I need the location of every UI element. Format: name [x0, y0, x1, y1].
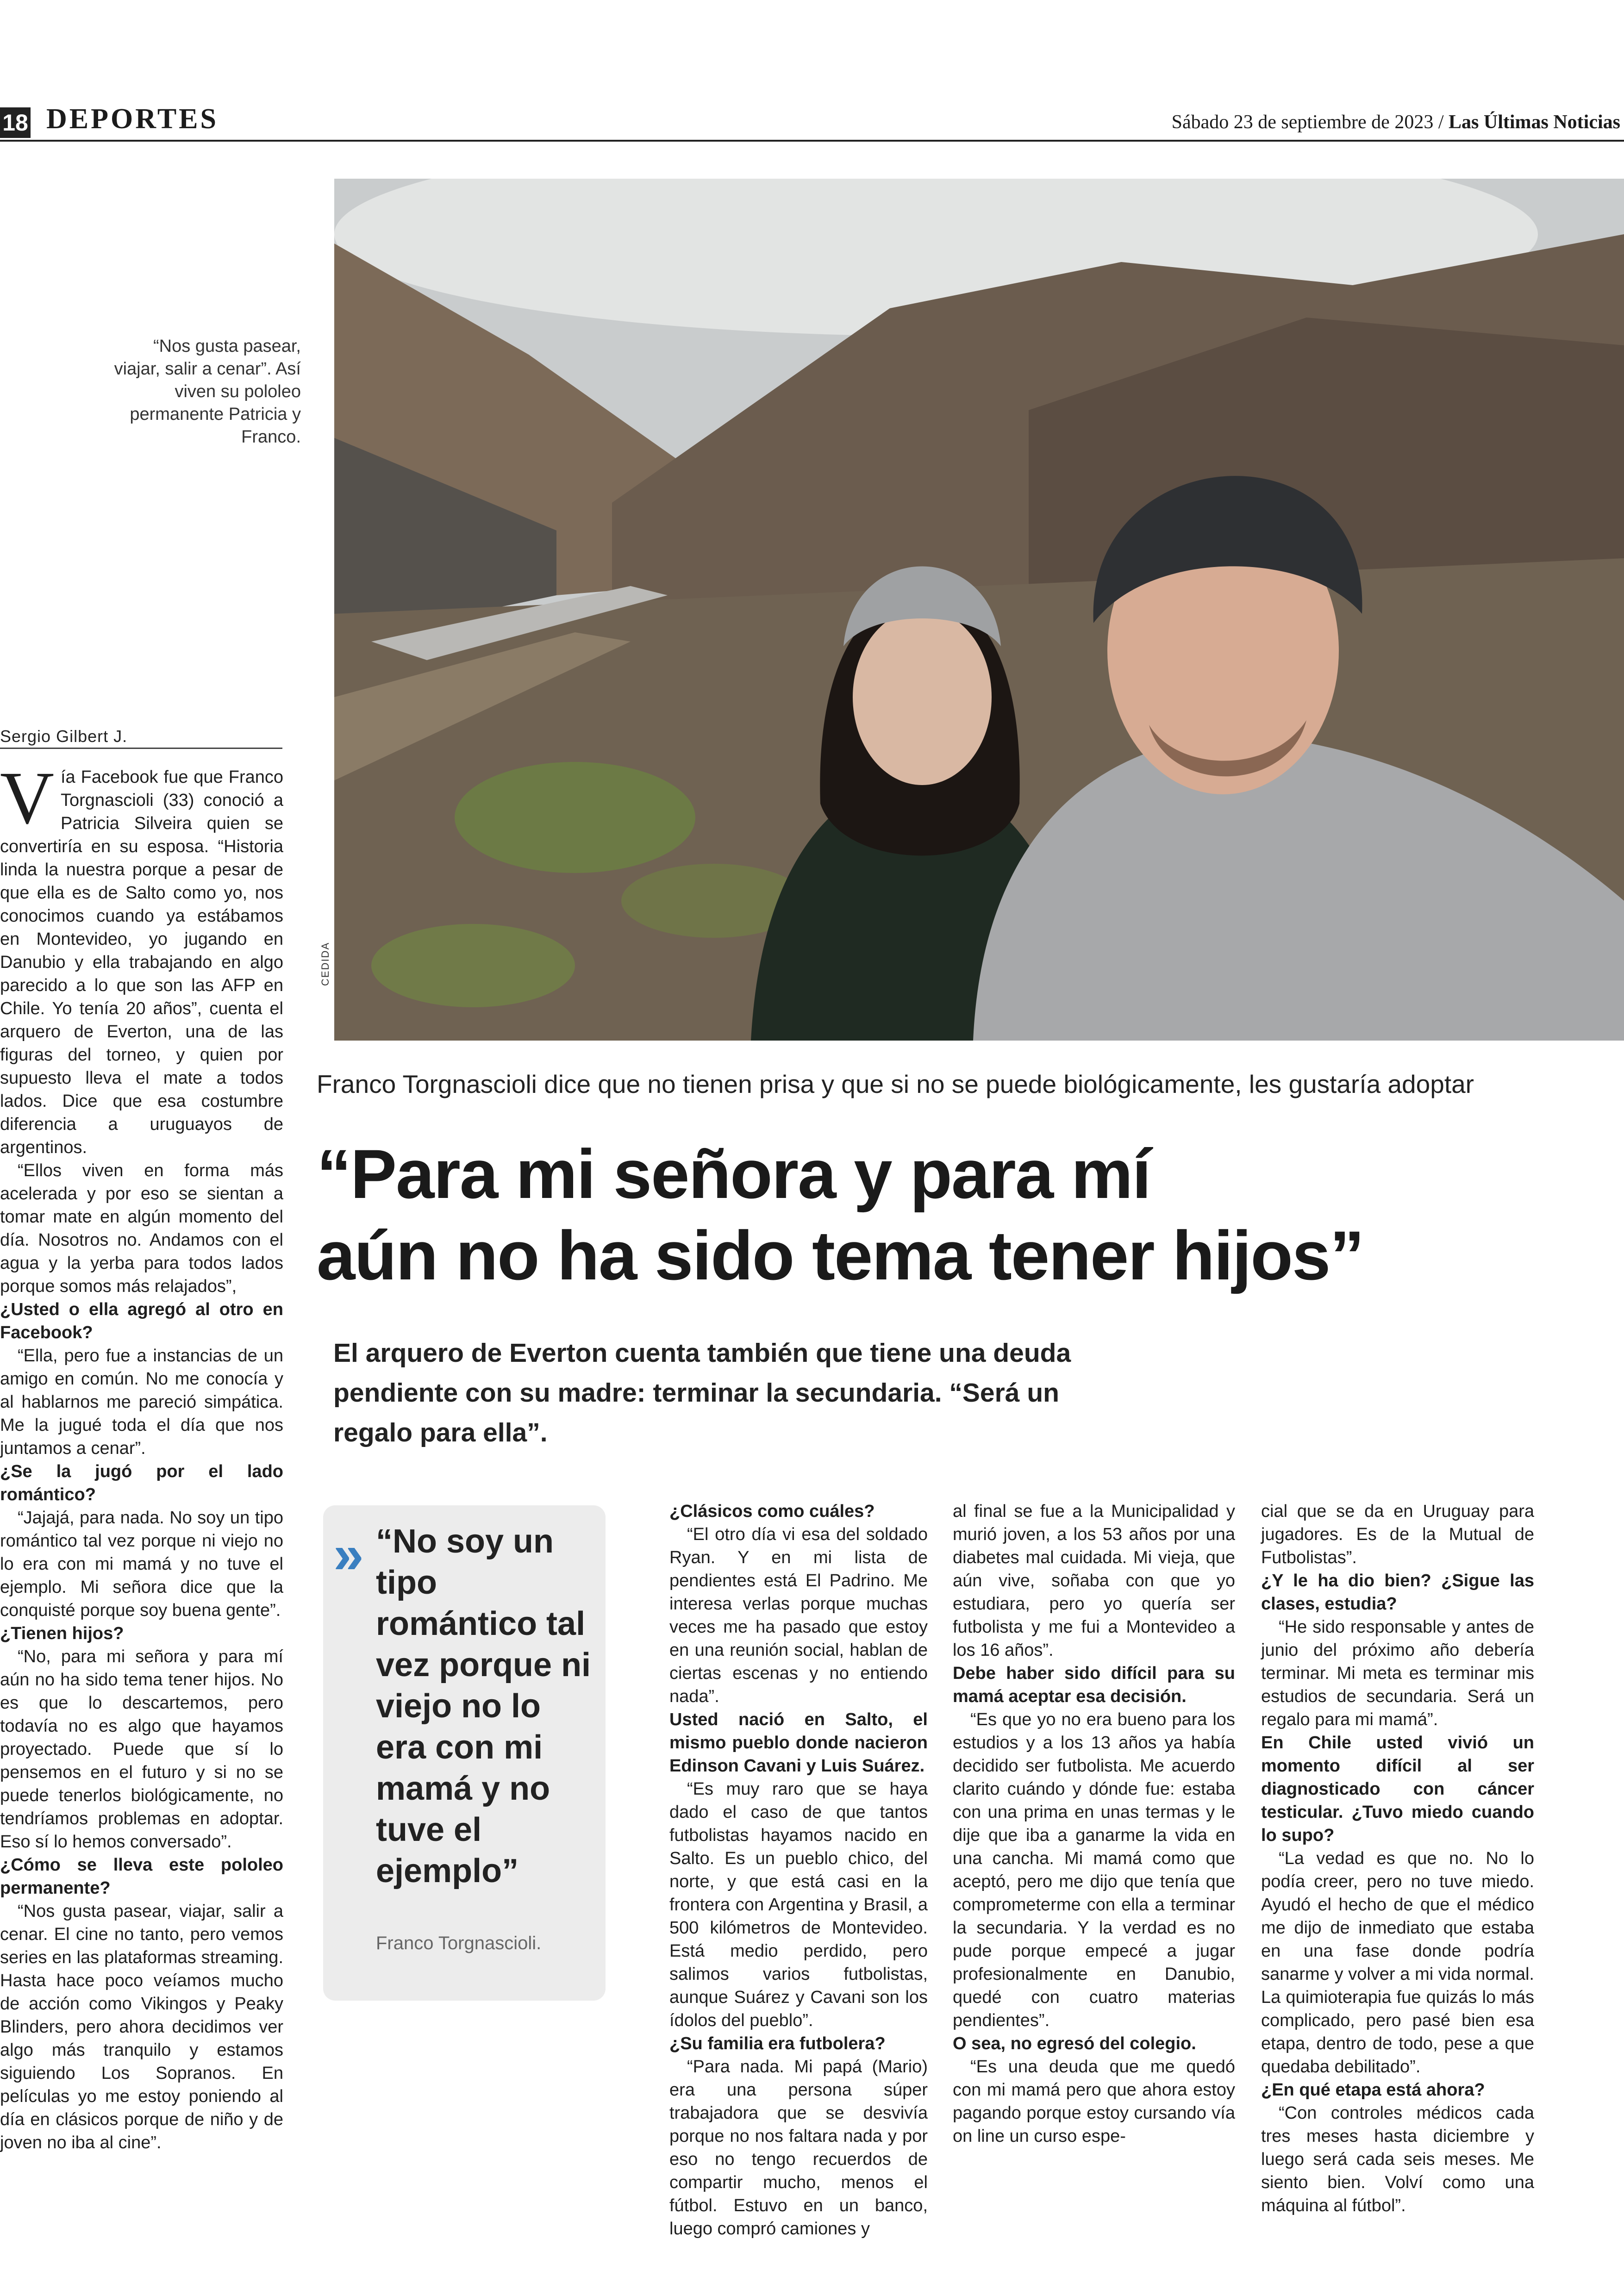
- paragraph: cial que se da en Uruguay para jugadores. Es de la Mutual de Futbolistas”.: [1261, 1502, 1534, 1567]
- article-column-2: [669, 1500, 928, 2240]
- header-date: [1172, 111, 1620, 133]
- quote-chevron-icon: »: [333, 1524, 355, 1585]
- question: Debe haber sido difícil para su mamá aceptar esa decisión.: [953, 1664, 1235, 1706]
- answer: “Ella, pero fue a instancias de un amigo en común. No me conocía y al hablarnos me pareció simpática. Me la jugué toda el día que nos juntamos a cenar”.: [0, 1346, 283, 1458]
- answer: “Es una deuda que me quedó con mi mamá pero que ahora estoy pagando porque estoy cursando vía on line un curso espe-: [953, 2057, 1235, 2146]
- byline-divider: [0, 748, 282, 749]
- deck: El arquero de Everton cuenta también que tiene una deuda pendiente con su madre: terminar la secundaria. “Será un regalo para ella”.: [333, 1338, 1071, 1447]
- side-caption: “Nos gusta pasear, viajar, salir a cenar”. Así viven su pololeo permanente Patricia y Franco.: [114, 337, 301, 447]
- answer: “La vedad es que no. No lo podía creer, pero no tuve miedo. Ayudó el hecho de que el médico me dijo de inmediato que estaba en una fase donde podría sanarme y volver a mi vida normal. La quimioterapia fue quizás lo más complicado, pero pasé bien esa etapa, dentro de todo, pese a que quedaba debilitado”.: [1261, 1849, 1534, 2077]
- section-title: DEPORTES: [46, 103, 219, 135]
- question: ¿En qué etapa está ahora?: [1261, 2080, 1485, 2100]
- pull-quote-author: Franco Torgnascioli.: [376, 1933, 542, 1953]
- question: ¿Se la jugó por el lado romántico?: [0, 1462, 283, 1504]
- answer: “Jajajá, para nada. No soy un tipo romántico tal vez porque ni viejo no lo era con mi mamá y no tuve el ejemplo. Mi señora dice que la conquisté porque soy buena gente”.: [0, 1508, 283, 1620]
- paragraph: “Ellos viven en forma más acelerada y por eso se sientan a tomar mate en algún momento del día. Nosotros no. Andamos con el agua y la yerba para todos lados porque somos más relajados”,: [0, 1161, 283, 1296]
- couple-photo: [334, 179, 1624, 1041]
- answer: “Para nada. Mi papá (Mario) era una persona súper trabajadora que se desvivía porque no nos faltara nada y por eso no tengo recuerdos de compartir mucho, menos el fútbol. Estuvo en un banco, luego compró camiones y: [669, 2057, 928, 2239]
- answer: “He sido responsable y antes de junio del próximo año debería terminar. Mi meta es terminar mis estudios de secundaria. Será un regalo para mi mamá”.: [1261, 1617, 1534, 1729]
- answer: “No, para mi señora y para mí aún no ha sido tema tener hijos. No es que lo descartemos, pero todavía no es algo que hayamos proyectado. Puede que sí lo pensemos en el futuro y si no se puede tenerlos biológicamente, no tendríamos problemas en adoptar. Eso sí lo hemos conversado”.: [0, 1647, 283, 1852]
- article-column-3: [953, 1500, 1235, 2148]
- pull-quote-text: “No soy un tipo romántico tal vez porque ni viejo no lo era con mi mamá y no tuve el ejemplo”: [376, 1523, 591, 1890]
- headline-line-1: “Para mi señora y para mí: [317, 1135, 1150, 1213]
- question: O sea, no egresó del colegio.: [953, 2034, 1196, 2053]
- article-column-4: [1261, 1500, 1534, 2217]
- drop-cap: V: [0, 757, 54, 840]
- lead-paragraph: [0, 757, 283, 1159]
- issue-date: Sábado 23 de septiembre de 2023 /: [1171, 112, 1444, 133]
- header-divider: [0, 140, 1624, 142]
- paragraph: al final se fue a la Municipalidad y murió joven, a los 53 años por una diabetes mal cuidada. Mi vieja, que aún vive, soñaba con que yo estudiara, pero yo quería ser futbolista y me fui a Montevideo a los 16 años”.: [953, 1502, 1235, 1660]
- byline: Sergio Gilbert J.: [0, 727, 128, 746]
- answer: “Es que yo no era bueno para los estudios y a los 13 años ya había decidido ser futbolista. Me acuerdo clarito cuándo y dónde fue: estaba con una prima en unas termas y le dije que iba a ganarme la vida en una cancha. Mi mamá como que aceptó, pero me dijo que tenía que comprometerme con ella a terminar la secundaria. Y la verdad es no pude porque empecé a jugar profesionalmente en Danubio, quedé con cuatro materias pendientes”.: [953, 1710, 1235, 2030]
- question: ¿Y le ha dio bien? ¿Sigue las clases, estudia?: [1261, 1571, 1534, 1614]
- photo-credit: CEDIDA: [319, 942, 331, 986]
- question: ¿Usted o ella agregó al otro en Facebook?: [0, 1300, 283, 1342]
- question: ¿Tienen hijos?: [0, 1624, 124, 1643]
- lead-text: ía Facebook fue que Franco Torgnascioli (33) conoció a Patricia Silveira quien se convertiría en su esposa. “Historia linda la nuestra porque a pesar de que ella es de Salto como yo, nos conocimos cuando ya estábamos en Montevideo, yo jugando en Danubio y ella trabajando en algo parecido a lo que son las AFP en Chile. Yo tenía 20 años”, cuenta el arquero de Everton, una de las figuras del torneo, y quien por supuesto lleva el mate a todos lados. Dice que esa costumbre diferencia a uruguayos de argentinos.: [0, 767, 283, 1157]
- answer: “El otro día vi esa del soldado Ryan. Y en mi lista de pendientes está El Padrino. Me interesa verlas porque muchas veces me ha pasado que estoy en una reunión social, hablan de ciertas escenas y no entiendo nada”.: [669, 1525, 928, 1706]
- question: ¿Clásicos como cuáles?: [669, 1502, 875, 1521]
- publication-name: Las Últimas Noticias: [1449, 112, 1620, 133]
- headline: [317, 1133, 1363, 1296]
- headline-line-2: aún no ha sido tema tener hijos”: [317, 1216, 1364, 1294]
- answer: “Es muy raro que se haya dado el caso de que tantos futbolistas hayamos nacido en Salto. Es un pueblo chico, del norte, y que está casi en la frontera con Argentina y Brasil, a 500 kilómetros de Montevideo. Está medio perdido, pero salimos varios futbolistas, aunque Suárez y Cavani son los ídolos del pueblo”.: [669, 1779, 928, 2030]
- photo-caption: Franco Torgnascioli dice que no tienen prisa y que si no se puede biológicamente, les gustaría adoptar: [317, 1070, 1474, 1098]
- answer: “Nos gusta pasear, viajar, salir a cenar. El cine no tanto, pero vemos series en las plataformas streaming. Hasta hace poco veíamos mucho de acción como Vikingos y Peaky Blinders, pero ahora decidimos ver algo más tranquilo y estamos siguiendo Los Sopranos. En películas yo me estoy poniendo al día en clásicos porque de niño y de joven no iba al cine”.: [0, 1902, 283, 2152]
- question: ¿Su familia era futbolera?: [669, 2034, 886, 2053]
- article-column-1: [0, 757, 283, 2154]
- question: En Chile usted vivió un momento difícil al ser diagnosticado con cáncer testicular. ¿Tuvo miedo cuando lo supo?: [1261, 1733, 1534, 1845]
- answer: “Con controles médicos cada tres meses hasta diciembre y luego será cada seis meses. Me siento bien. Volví como una máquina al fútbol”.: [1261, 2103, 1534, 2215]
- page-number: 18: [0, 107, 31, 138]
- question: ¿Cómo se lleva este pololeo permanente?: [0, 1855, 283, 1898]
- question: Usted nació en Salto, el mismo pueblo donde nacieron Edinson Cavani y Luis Suárez.: [669, 1710, 928, 1776]
